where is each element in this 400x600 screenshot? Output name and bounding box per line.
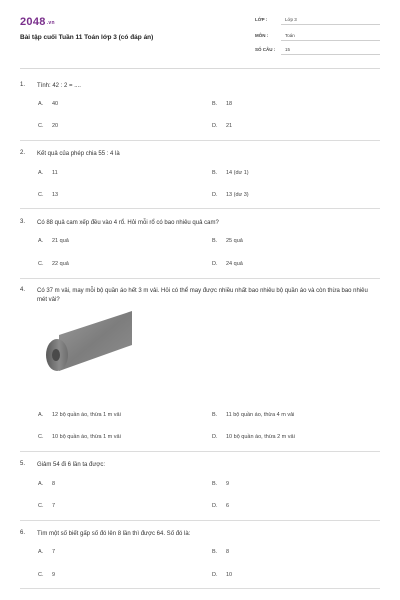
option-letter: C.: [38, 572, 44, 578]
option-letter: C.: [38, 503, 44, 509]
option-d[interactable]: [212, 192, 249, 198]
option-text: 8: [52, 481, 56, 487]
question-number: 6.: [20, 530, 26, 536]
option-a[interactable]: [38, 549, 55, 555]
meta-class-row: [255, 15, 380, 25]
option-c[interactable]: [38, 572, 55, 578]
option-text: 7: [52, 503, 56, 509]
meta-count-label: SỐ CÂU :: [255, 47, 276, 52]
meta-subject-line: [281, 40, 380, 41]
option-b[interactable]: [212, 170, 249, 176]
option-b[interactable]: [212, 481, 229, 487]
option-letter: A.: [38, 481, 44, 487]
header-divider: [20, 68, 380, 69]
meta-subject-label: MÔN :: [255, 33, 269, 38]
question-number: 4.: [20, 287, 26, 293]
option-letter: B.: [212, 238, 218, 244]
meta-count-line: [281, 54, 380, 55]
option-text: 21 quả: [52, 238, 69, 244]
option-d[interactable]: [212, 572, 232, 578]
page-title: Bài tập cuối Tuần 11 Toán lớp 3 (có đáp án): [20, 34, 154, 41]
option-text: 10 bộ quần áo, thừa 1 m vải: [52, 434, 121, 440]
option-text: 10: [226, 572, 233, 578]
option-text: 9: [226, 481, 230, 487]
option-text: 40: [52, 101, 59, 107]
option-letter: B.: [212, 549, 218, 555]
question-divider: [20, 520, 380, 521]
option-d[interactable]: [212, 123, 232, 129]
option-text: 6: [226, 503, 230, 509]
option-b[interactable]: [212, 412, 294, 418]
question-divider: [20, 208, 380, 209]
option-a[interactable]: [38, 170, 58, 176]
meta-subject-value: Toán: [285, 33, 295, 38]
option-text: 14 (dư 1): [226, 170, 249, 176]
option-d[interactable]: [212, 261, 243, 267]
option-text: 7: [52, 549, 56, 555]
option-text: 20: [52, 123, 59, 129]
option-letter: B.: [212, 412, 218, 418]
meta-count-row: [255, 45, 380, 55]
option-c[interactable]: [38, 123, 58, 129]
option-a[interactable]: [38, 412, 121, 418]
option-a[interactable]: [38, 481, 55, 487]
option-text: 13: [52, 192, 59, 198]
option-b[interactable]: [212, 101, 232, 107]
logo-suffix: .vn: [46, 20, 55, 26]
meta-count-value: 15: [285, 47, 291, 52]
option-letter: D.: [212, 123, 218, 129]
option-text: 25 quả: [226, 238, 243, 244]
option-d[interactable]: [212, 434, 295, 440]
option-c[interactable]: [38, 261, 69, 267]
option-letter: A.: [38, 549, 44, 555]
option-letter: C.: [38, 261, 44, 267]
option-letter: B.: [212, 481, 218, 487]
option-text: 11: [52, 170, 58, 176]
option-b[interactable]: [212, 238, 243, 244]
meta-class-value: Lớp 3: [285, 17, 297, 22]
question-text: Kết quả của phép chia 55 : 4 là: [37, 151, 120, 157]
option-c[interactable]: [38, 503, 55, 509]
option-letter: A.: [38, 170, 44, 176]
option-letter: A.: [38, 238, 44, 244]
question-number: 1.: [20, 82, 26, 88]
option-b[interactable]: [212, 549, 229, 555]
meta-class-line: [281, 24, 380, 25]
question-divider: [20, 278, 380, 279]
question-divider: [20, 140, 380, 141]
option-letter: C.: [38, 192, 44, 198]
question-text: Có 37 m vải, may mỗi bộ quần áo hết 3 m vải. Hỏi có thể may được nhiều nhất bao nhiêu bộ quần áo và còn thừa bao nhiêu mét vải?: [37, 288, 368, 303]
meta-subject-row: [255, 31, 380, 41]
option-a[interactable]: [38, 238, 69, 244]
option-text: 9: [52, 572, 56, 578]
site-logo[interactable]: [20, 16, 55, 28]
option-letter: D.: [212, 434, 218, 440]
fabric-roll-image: [45, 311, 132, 371]
question-divider: [20, 451, 380, 452]
option-letter: B.: [212, 170, 218, 176]
option-text: 22 quả: [52, 261, 69, 267]
question-divider: [20, 588, 380, 589]
option-letter: D.: [212, 572, 218, 578]
option-c[interactable]: [38, 192, 58, 198]
option-letter: D.: [212, 192, 218, 198]
question-text: Có 88 quả cam xếp đều vào 4 rổ. Hỏi mỗi rổ có bao nhiêu quả cam?: [37, 220, 219, 226]
option-d[interactable]: [212, 503, 229, 509]
meta-class-label: LỚP :: [255, 17, 268, 22]
option-letter: D.: [212, 503, 218, 509]
question-text: Tìm một số biết gấp số đó lên 8 lần thì được 64. Số đó là:: [37, 531, 191, 537]
question-text: Tính: 42 : 2 = ....: [37, 83, 81, 89]
option-text: 18: [226, 101, 233, 107]
option-text: 8: [226, 549, 230, 555]
option-letter: A.: [38, 412, 44, 418]
option-text: 13 (dư 3): [226, 192, 249, 198]
question-number: 5.: [20, 461, 26, 467]
option-c[interactable]: [38, 434, 121, 440]
option-text: 10 bộ quần áo, thừa 2 m vải: [226, 434, 295, 440]
option-letter: C.: [38, 123, 44, 129]
question-number: 3.: [20, 219, 26, 225]
option-letter: A.: [38, 101, 44, 107]
option-text: 21: [226, 123, 233, 129]
option-text: 24 quả: [226, 261, 243, 267]
option-letter: B.: [212, 101, 218, 107]
option-text: 12 bộ quần áo, thừa 1 m vải: [52, 412, 121, 418]
question-text: Giảm 54 đi 6 lần ta được:: [37, 462, 105, 468]
question-number: 2.: [20, 150, 26, 156]
option-letter: C.: [38, 434, 44, 440]
option-a[interactable]: [38, 101, 58, 107]
logo-text: 2048: [20, 16, 46, 28]
option-text: 11 bộ quần áo, thừa 4 m vải: [226, 412, 295, 418]
option-letter: D.: [212, 261, 218, 267]
next-question-cutoff: [20, 592, 380, 600]
